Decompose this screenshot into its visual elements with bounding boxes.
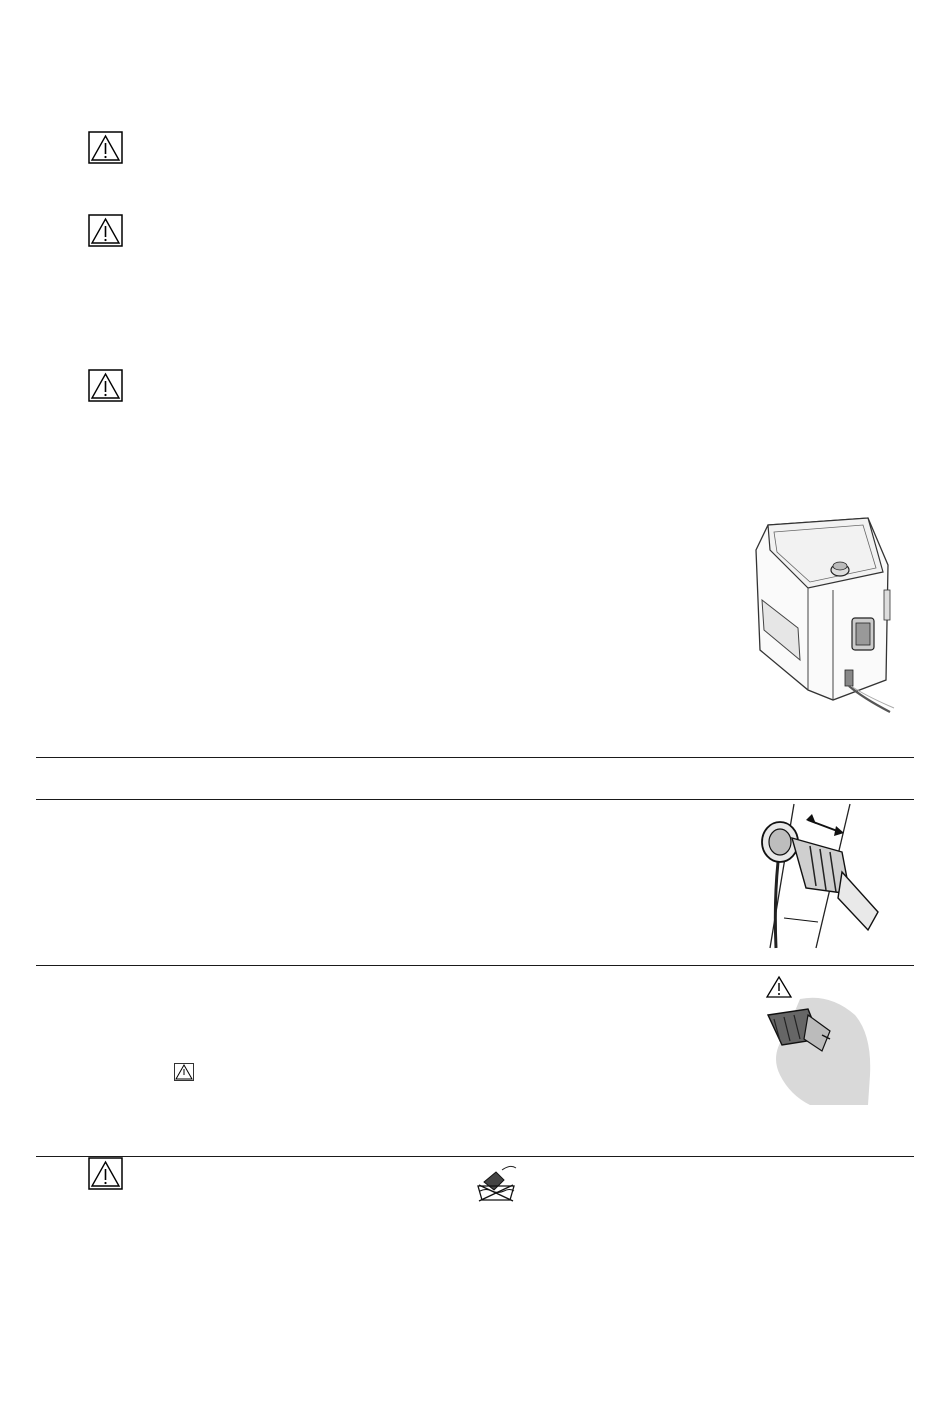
table-rule — [36, 965, 914, 966]
warning-triangle-icon — [88, 214, 123, 247]
warning-triangle-icon — [174, 1063, 194, 1081]
warning-triangle-icon — [88, 369, 123, 402]
table-rule-top — [36, 757, 914, 758]
device-illustration — [748, 510, 898, 715]
table-rule-bottom — [36, 1156, 914, 1157]
hand-tightening-illustration — [760, 995, 875, 1107]
table-rule — [36, 799, 914, 800]
warning-triangle-icon — [88, 131, 123, 164]
warning-triangle-icon — [88, 1157, 123, 1190]
connector-insertion-illustration — [750, 802, 885, 950]
do-not-immerse-icon — [474, 1164, 518, 1202]
